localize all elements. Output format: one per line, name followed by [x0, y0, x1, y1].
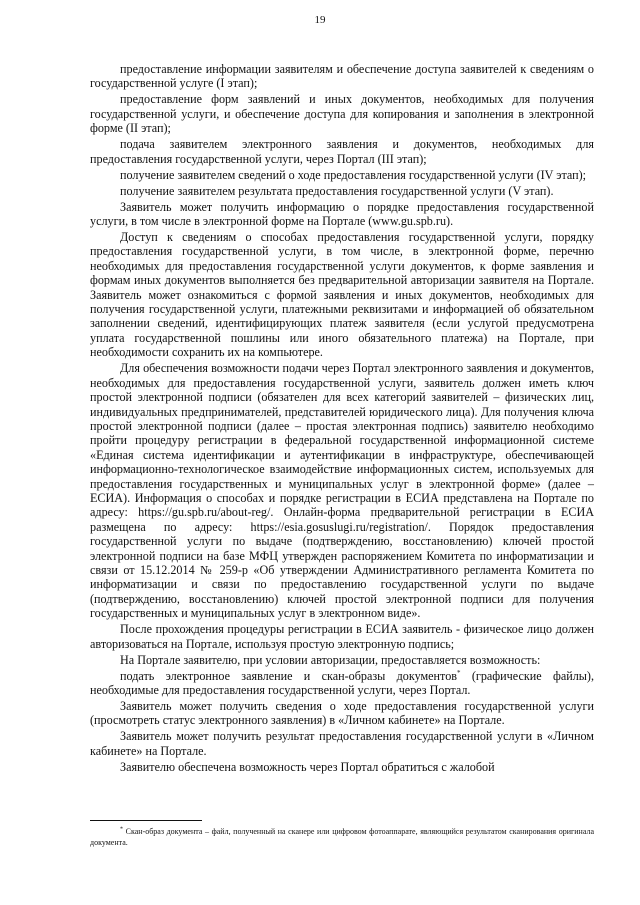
- paragraph-text: подать электронное заявление и скан-образы документов: [120, 668, 458, 683]
- footnote-divider: [90, 820, 202, 821]
- paragraph: Для обеспечения возможности подачи через Портал электронного заявления и документов, необходимых для предоставления государственной услуги, заявитель должен иметь ключ простой электронной подписи (обязателен для всех категорий заявителей – физических лиц, индивидуальных предпринимателей, представителей юридического лица). Для получения ключа простой электронной подписи (далее – простая электронная подпись) заявителю необходимо пройти процедуру регистрации в федеральной государственной информационной системе «Единая система идентификации и аутентификации в инфраструктуре, обеспечивающей информационно-технологическое взаимодействие информационных систем, используемых для предоставления государственных и муниципальных услуг в электронной форме» (далее – ЕСИА). Информация о способах и порядке регистрации в ЕСИА представлена на Портале по адресу: https://gu.spb.ru/about-reg/. Онлайн-форма предварительной регистрации в ЕСИА размещена по адресу: https://esia.gosuslugi.ru/registration/. Порядок предоставления государственной услуги по выдаче (подтверждению, восстановлению) ключей простой электронной подписи на базе МФЦ утвержден распоряжением Комитета по информатизации и связи от 15.12.2014 № 259-р «Об утверждении Административного регламента Комитета по информатизации и связи по предоставлению государственной услуги по выдаче (подтверждению, восстановлению) ключей простой электронной подписи для получения государственных и муниципальных услуг в электронном виде».: [90, 361, 594, 621]
- paragraph-with-footnote: [90, 669, 594, 698]
- paragraph-text: (графические файлы), необходимые для предоставления государственной услуги, через Портал.: [90, 668, 595, 697]
- paragraph: Заявитель может получить сведения о ходе предоставления государственной услуги (просмотреть статус электронного заявления) в «Личном кабинете» на Портале.: [90, 699, 594, 728]
- paragraph: Заявитель может получить результат предоставления государственной услуги в «Личном кабинете» на Портале.: [90, 729, 594, 758]
- page-body: [90, 62, 594, 776]
- paragraph: получение заявителем результата предоставления государственной услуги (V этап).: [120, 183, 554, 198]
- paragraph: Заявителю обеспечена возможность через Портал обратиться с жалобой: [120, 759, 495, 774]
- footnote-marker: *: [457, 668, 461, 677]
- paragraph: предоставление форм заявлений и иных документов, необходимых для получения государственной услуги, и обеспечение доступа для копирования и заполнения в электронной форме (II этап);: [90, 92, 594, 136]
- paragraph: получение заявителем сведений о ходе предоставления государственной услуги (IV этап);: [120, 167, 587, 182]
- paragraph: Доступ к сведениям о способах предоставления государственной услуги, порядку предоставления государственной услуги, в том числе, в электронной форме, перечню необходимых для предоставления государственной услуги документов, к форме заявления и формам иных документов выполняется без предварительной авторизации заявителя на Портале. Заявитель может ознакомиться с формой заявления и иных документов, необходимых для получения государственной услуги, платежными реквизитами и информацией об обязательном заполнении сведений, идентифицирующих платеж заявителя (если услугой предусмотрена уплата государственной пошлины или иного обязательного платежа) на Портале, при необходимости сохранить их на компьютере.: [90, 230, 594, 360]
- paragraph: После прохождения процедуры регистрации в ЕСИА заявитель - физическое лицо должен авторизоваться на Портале, используя простую электронную подпись;: [90, 622, 594, 651]
- footnote-marker: *: [120, 826, 123, 833]
- footnote-text: Скан-образ документа – файл, полученный на сканере или цифровом фотоаппарате, являющийся результатом сканирования оригинала документа.: [90, 827, 595, 847]
- paragraph: предоставление информации заявителям и обеспечение доступа заявителей к сведениям о государственной услуге (I этап);: [90, 62, 594, 91]
- paragraph: На Портале заявителю, при условии авторизации, предоставляется возможность:: [120, 652, 541, 667]
- paragraph: Заявитель может получить информацию о порядке предоставления государственной услуги, в том числе в электронной форме на Портале (www.gu.spb.ru).: [90, 199, 594, 229]
- footnote: [90, 826, 594, 848]
- page-number: 19: [314, 14, 326, 26]
- paragraph: подача заявителем электронного заявления и документов, необходимых для предоставления государственной услуги, через Портал (III этап);: [90, 137, 594, 166]
